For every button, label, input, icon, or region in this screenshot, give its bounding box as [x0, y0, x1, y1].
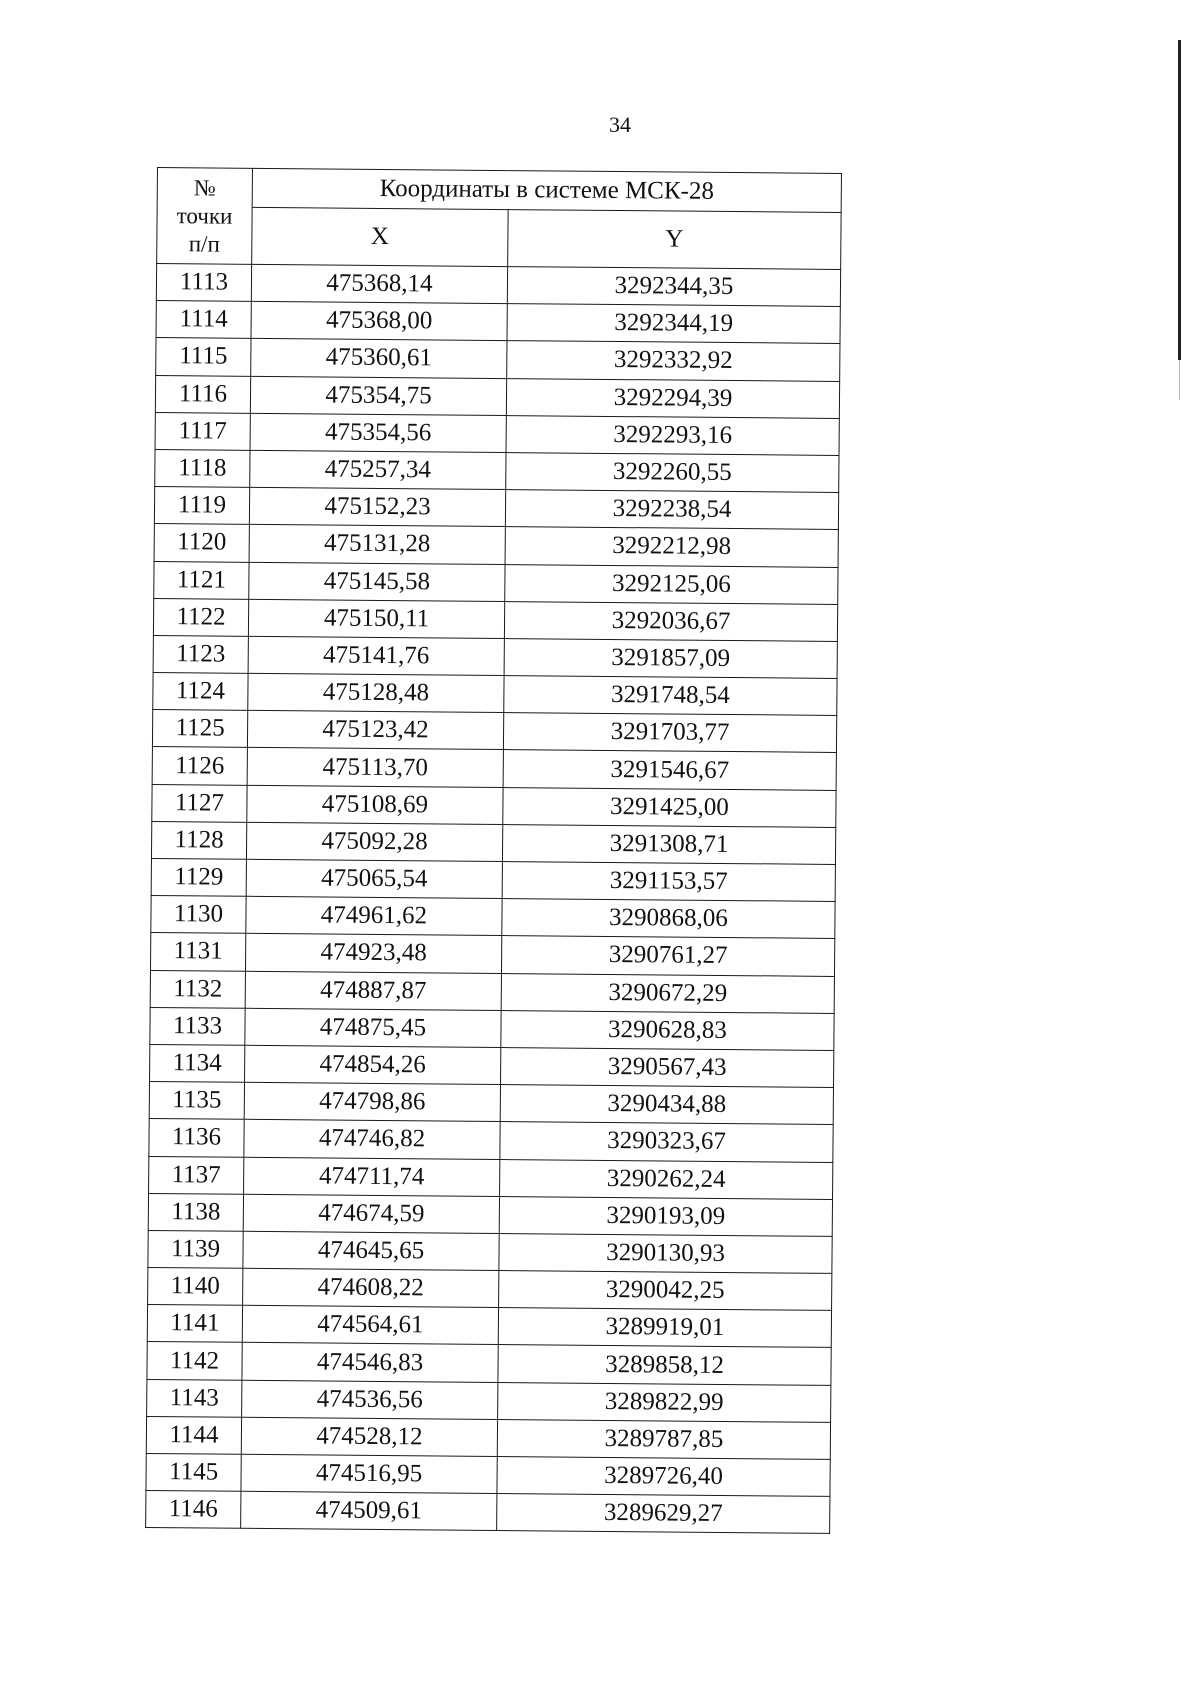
- cell-x: 474923,48: [245, 934, 501, 973]
- table-row: [155, 375, 839, 418]
- cell-x: 475257,34: [250, 450, 506, 489]
- cell-point-number: 1138: [148, 1193, 243, 1231]
- cell-y: 3291308,71: [502, 824, 835, 864]
- table-row: [149, 1082, 833, 1125]
- cell-point-number: 1139: [148, 1230, 243, 1268]
- cell-x: 474528,12: [241, 1417, 497, 1456]
- cell-x: 475354,75: [250, 376, 506, 415]
- table-row: [152, 784, 836, 827]
- table-row: [154, 561, 838, 604]
- cell-point-number: 1130: [151, 896, 246, 934]
- cell-point-number: 1125: [152, 710, 247, 748]
- cell-x: 475354,56: [250, 413, 506, 452]
- cell-y: 3291703,77: [503, 713, 836, 753]
- cell-y: 3290323,67: [500, 1122, 833, 1162]
- table-row: [149, 1156, 833, 1199]
- cell-y: 3291153,57: [502, 862, 835, 902]
- cell-point-number: 1145: [146, 1453, 241, 1491]
- scan-border-line: [1178, 40, 1181, 360]
- cell-point-number: 1119: [154, 487, 249, 525]
- cell-point-number: 1144: [146, 1416, 241, 1454]
- cell-point-number: 1135: [149, 1082, 244, 1120]
- table-row: [156, 338, 840, 381]
- cell-y: 3290130,93: [499, 1233, 832, 1273]
- table-row: [151, 858, 835, 901]
- cell-y: 3291748,54: [504, 676, 837, 716]
- table-row: [149, 1119, 833, 1162]
- cell-y: 3292260,55: [506, 452, 839, 492]
- cell-y: 3292344,35: [507, 267, 840, 307]
- cell-point-number: 1143: [147, 1379, 242, 1417]
- cell-x: 475141,76: [248, 636, 504, 675]
- cell-y: 3290761,27: [501, 936, 834, 976]
- table-row: [150, 1044, 834, 1087]
- cell-x: 475113,70: [247, 748, 503, 787]
- cell-x: 474961,62: [246, 896, 502, 935]
- table-row: [150, 970, 834, 1013]
- table-row: [148, 1230, 832, 1273]
- table-row: [146, 1416, 830, 1459]
- cell-y: 3290567,43: [501, 1047, 834, 1087]
- cell-point-number: 1133: [150, 1007, 245, 1045]
- cell-x: 474645,65: [243, 1231, 499, 1270]
- table-row: [151, 821, 835, 864]
- cell-y: 3291425,00: [503, 787, 836, 827]
- cell-x: 474509,61: [241, 1491, 497, 1530]
- cell-point-number: 1122: [153, 598, 248, 636]
- cell-point-number: 1115: [156, 338, 251, 376]
- cell-x: 474798,86: [244, 1082, 500, 1121]
- cell-point-number: 1113: [156, 264, 251, 302]
- cell-y: 3289787,85: [497, 1419, 830, 1459]
- table-row: [147, 1379, 831, 1422]
- cell-x: 475065,54: [246, 859, 502, 898]
- header-num-abbrev: п/п: [188, 230, 220, 257]
- table-row: [152, 747, 836, 790]
- cell-x: 474516,95: [241, 1454, 497, 1493]
- table-row: [155, 449, 839, 492]
- cell-x: 475092,28: [246, 822, 502, 861]
- cell-point-number: 1118: [155, 449, 250, 487]
- cell-point-number: 1124: [153, 673, 248, 711]
- cell-y: 3289919,01: [498, 1308, 831, 1348]
- table-row: [154, 487, 838, 530]
- cell-point-number: 1123: [153, 635, 248, 673]
- cell-point-number: 1114: [156, 301, 251, 339]
- cell-x: 474536,56: [242, 1380, 498, 1419]
- cell-point-number: 1129: [151, 858, 246, 896]
- cell-y: 3292238,54: [505, 490, 838, 530]
- cell-y: 3292294,39: [506, 378, 839, 418]
- cell-x: 474564,61: [242, 1306, 498, 1345]
- table-row: [148, 1268, 832, 1311]
- cell-y: 3292293,16: [506, 415, 839, 455]
- cell-x: 475108,69: [247, 785, 503, 824]
- cell-x: 475368,00: [251, 302, 507, 341]
- header-coordinates-title: Координаты в системе МСК-28: [252, 168, 841, 212]
- cell-point-number: 1134: [150, 1044, 245, 1082]
- scan-border-line-faint: [1179, 360, 1180, 400]
- cell-y: 3292212,98: [505, 527, 838, 567]
- cell-x: 475368,14: [251, 264, 507, 303]
- cell-point-number: 1146: [146, 1491, 241, 1529]
- cell-x: 475150,11: [248, 599, 504, 638]
- cell-point-number: 1128: [151, 821, 246, 859]
- header-point-number: [157, 168, 253, 265]
- cell-y: 3292125,06: [505, 564, 838, 604]
- header-x: X: [252, 207, 508, 266]
- table-row: [154, 524, 838, 567]
- table-row: [146, 1491, 830, 1534]
- cell-y: 3291857,09: [504, 638, 837, 678]
- cell-y: 3290672,29: [501, 973, 834, 1013]
- cell-x: 474746,82: [244, 1120, 500, 1159]
- table-row: [147, 1342, 831, 1385]
- header-y: Y: [508, 210, 841, 270]
- cell-point-number: 1120: [154, 524, 249, 562]
- cell-y: 3291546,67: [503, 750, 836, 790]
- cell-x: 475123,42: [247, 711, 503, 750]
- cell-point-number: 1140: [148, 1268, 243, 1306]
- table-row: [152, 710, 836, 753]
- cell-point-number: 1132: [150, 970, 245, 1008]
- header-num-symbol: №: [193, 174, 216, 201]
- page-number: 34: [609, 112, 631, 137]
- cell-x: 475131,28: [249, 525, 505, 564]
- cell-y: 3289726,40: [497, 1457, 830, 1497]
- cell-point-number: 1141: [147, 1305, 242, 1343]
- table-row: [153, 598, 837, 641]
- cell-x: 474887,87: [245, 971, 501, 1010]
- cell-y: 3289629,27: [497, 1494, 830, 1534]
- cell-point-number: 1142: [147, 1342, 242, 1380]
- cell-x: 474674,59: [243, 1194, 499, 1233]
- cell-x: 474546,83: [242, 1343, 498, 1382]
- cell-y: 3289822,99: [498, 1382, 831, 1422]
- coordinates-table: [145, 167, 842, 1534]
- table-row: [148, 1193, 832, 1236]
- cell-x: 474608,22: [243, 1268, 499, 1307]
- table-row: [156, 301, 840, 344]
- cell-point-number: 1136: [149, 1119, 244, 1157]
- cell-point-number: 1127: [152, 784, 247, 822]
- cell-y: 3290434,88: [500, 1085, 833, 1125]
- cell-y: 3292332,92: [507, 341, 840, 381]
- cell-y: 3292344,19: [507, 304, 840, 344]
- cell-point-number: 1116: [155, 375, 250, 413]
- table-row: [151, 896, 835, 939]
- header-num-word: точки: [176, 202, 233, 229]
- cell-point-number: 1117: [155, 412, 250, 450]
- cell-x: 475360,61: [251, 339, 507, 378]
- cell-point-number: 1121: [154, 561, 249, 599]
- cell-y: 3290262,24: [500, 1159, 833, 1199]
- cell-y: 3290193,09: [499, 1196, 832, 1236]
- cell-y: 3290868,06: [502, 899, 835, 939]
- table-row: [150, 1007, 834, 1050]
- cell-point-number: 1126: [152, 747, 247, 785]
- cell-x: 474711,74: [244, 1157, 500, 1196]
- table-row: [150, 933, 834, 976]
- cell-point-number: 1137: [149, 1156, 244, 1194]
- cell-x: 475152,23: [249, 487, 505, 526]
- cell-point-number: 1131: [150, 933, 245, 971]
- cell-x: 474875,45: [245, 1008, 501, 1047]
- cell-x: 475128,48: [248, 673, 504, 712]
- table-row: [156, 264, 840, 307]
- cell-y: 3292036,67: [504, 601, 837, 641]
- cell-x: 475145,58: [249, 562, 505, 601]
- table-row: [155, 412, 839, 455]
- table-row: [146, 1453, 830, 1496]
- table-row: [153, 635, 837, 678]
- cell-y: 3290042,25: [499, 1271, 832, 1311]
- cell-x: 474854,26: [245, 1045, 501, 1084]
- table-row: [147, 1305, 831, 1348]
- cell-y: 3289858,12: [498, 1345, 831, 1385]
- cell-y: 3290628,83: [501, 1010, 834, 1050]
- table-row: [153, 673, 837, 716]
